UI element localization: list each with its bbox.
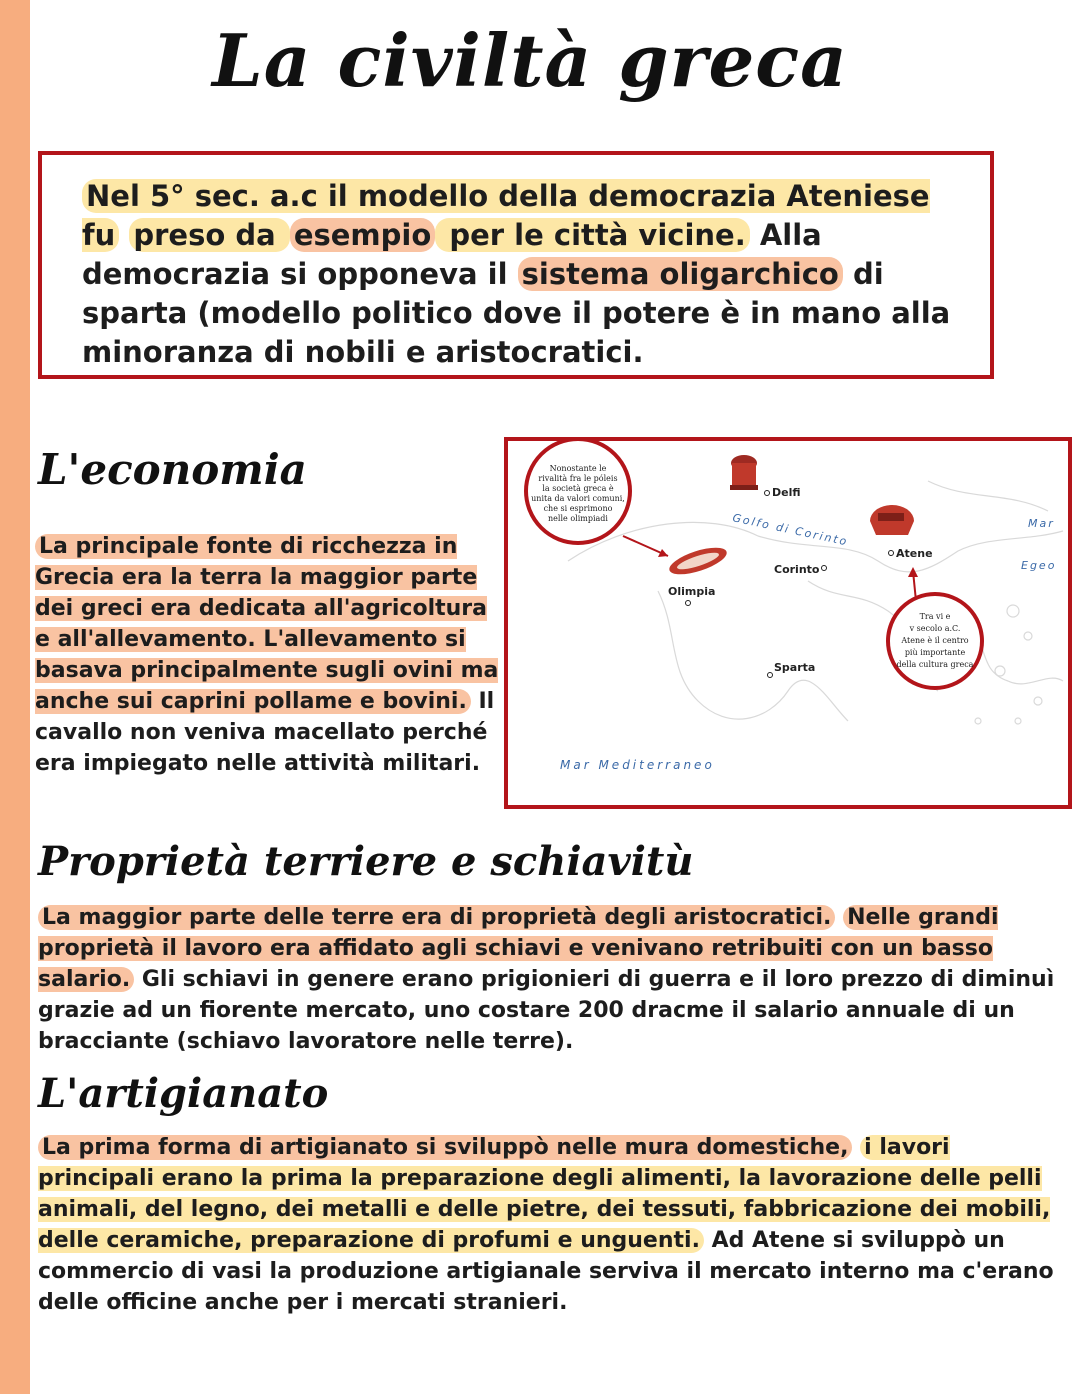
coastlines xyxy=(568,481,1063,724)
economy-heading: L'economia xyxy=(38,445,307,494)
callout-left-line: Nonostante le xyxy=(549,464,607,473)
crafts-segment xyxy=(852,1135,860,1160)
crafts-segment: Ad Atene si sviluppò un commercio di vasi la produzione artigianale serviva il mercato interno ma c'erano delle officine anche per i mercati stranieri. xyxy=(38,1228,1054,1315)
intro-segment: per le città vicine. xyxy=(435,218,749,252)
crafts-segment: i lavori principali erano la prima la preparazione degli alimenti, la lavorazione delle pelli animali, del legno, dei metalli e delle pietre, dei tessuti, fabbricazione dei mobili, delle ceramiche, preparazione di profumi e unguenti. xyxy=(38,1135,1051,1253)
label-egeo: Egeo xyxy=(1021,559,1057,572)
property-segment xyxy=(835,905,843,930)
property-paragraph xyxy=(38,902,1058,1057)
intro-box xyxy=(38,151,994,379)
city-dot-icon xyxy=(822,566,827,571)
crafts-heading: L'artigianato xyxy=(38,1070,329,1117)
callout-right-line: Tra vi e xyxy=(919,612,951,621)
city-dot-icon xyxy=(889,551,894,556)
crafts-paragraph xyxy=(38,1132,1058,1318)
stadium-icon xyxy=(666,542,729,580)
intro-segment: Alla democrazia si opponeva il xyxy=(82,218,822,291)
label-mar: Mar xyxy=(1028,517,1055,530)
intro-segment: preso da xyxy=(129,218,289,252)
callout-right-line: v secolo a.C. xyxy=(909,624,961,633)
page-title: La civiltà greca xyxy=(212,18,848,103)
crafts-segment: La prima forma di artigianato si sviluppò nelle mura domestiche, xyxy=(38,1135,852,1160)
label-mediterraneo: Mar Mediterraneo xyxy=(560,758,715,772)
economy-paragraph xyxy=(35,531,503,779)
economy-segment: Il cavallo non veniva macellato perché era impiegato nelle attività militari. xyxy=(35,689,495,776)
city-dot-icon xyxy=(686,601,691,606)
map-svg xyxy=(508,441,1068,805)
property-segment: Nelle grandi proprietà il lavoro era affidato agli schiavi e venivano retribuiti con un basso salario. xyxy=(38,905,999,992)
greece-map xyxy=(504,437,1072,809)
label-corinto: Corinto xyxy=(774,563,820,576)
property-heading: Proprietà terriere e schiavitù xyxy=(38,838,694,885)
callout-right-line: della cultura greca xyxy=(896,660,974,669)
label-delfi: Delfi xyxy=(772,486,801,499)
callout-left-line: unita da valori comuni, xyxy=(531,494,625,503)
theatre-icon xyxy=(870,505,914,535)
intro-segment: di sparta (modello politico dove il potere è in mano alla minoranza di nobili e aristocratici. xyxy=(82,257,951,369)
temple-icon xyxy=(730,455,758,490)
callout-left-line: che si esprimono xyxy=(543,504,613,513)
label-atene: Atene xyxy=(896,547,933,560)
intro-segment-highlight: sistema oligarchico xyxy=(518,257,843,291)
intro-segment: Nel 5° sec. a.c il modello della democrazia Ateniese fu xyxy=(82,179,930,252)
city-dot-icon xyxy=(765,491,770,496)
intro-segment xyxy=(119,218,129,252)
city-dot-icon xyxy=(768,673,773,678)
callout-right-line: Atene è il centro xyxy=(901,636,969,645)
label-sparta: Sparta xyxy=(774,661,816,674)
property-segment: La maggior parte delle terre era di proprietà degli aristocratici. xyxy=(38,905,835,930)
callout-left-line: la società greca è xyxy=(542,484,614,493)
economy-segment: La principale fonte di ricchezza in Grecia era la terra la maggior parte dei greci era dedicata all'agricoltura e all'allevamento. L'allevamento si basava principalmente sugli ovini ma anche sui caprini pollame e bovini. xyxy=(35,534,499,714)
property-segment: Gli schiavi in genere erano prigionieri di guerra e il loro prezzo di diminuì grazie ad un fiorente mercato, uno costare 200 dracme il salario annuale di un bracciante (schiavo lavoratore nelle terre). xyxy=(38,967,1055,1054)
callout-left-line: rivalità fra le póleis xyxy=(538,474,618,483)
label-olimpia: Olimpia xyxy=(668,585,716,598)
callout-left-line: nelle olimpiadi xyxy=(548,514,608,523)
side-stripe xyxy=(0,0,30,1394)
label-golfo: Golfo di Corinto xyxy=(731,511,850,549)
intro-segment-highlight: esempio xyxy=(290,218,435,252)
callout-right-line: più importante xyxy=(904,648,966,657)
